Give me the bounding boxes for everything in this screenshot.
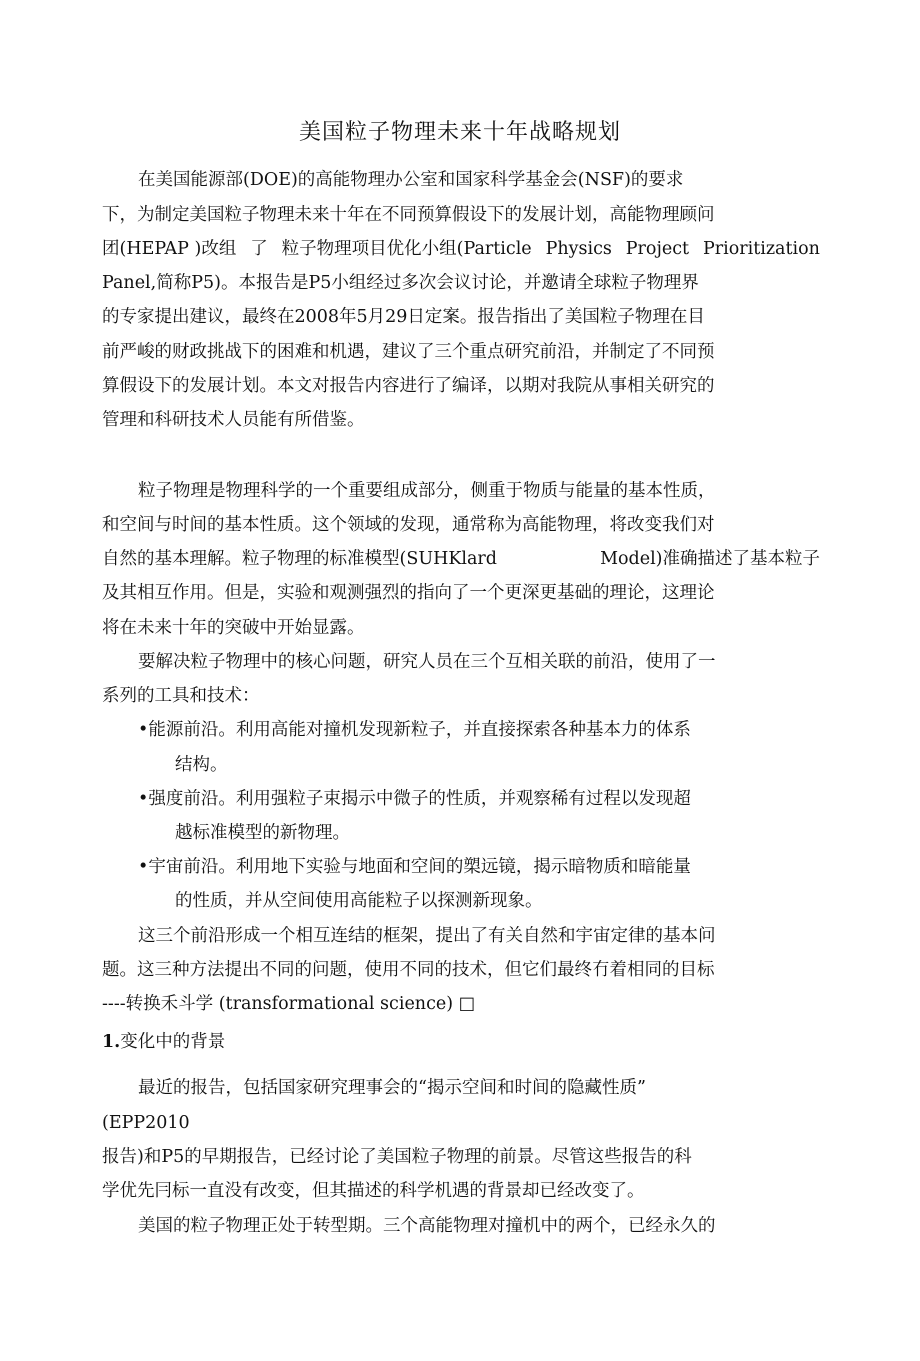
intro-line-3-part-d: Physics bbox=[545, 239, 612, 259]
bullet-energy-line-1: •能源前沿。利用高能对撞机发现新粒子，并直接探索各种基本力的体系 bbox=[138, 720, 691, 740]
para3-line-3: ----转换禾斗学 (transformational science) □ bbox=[102, 994, 476, 1014]
para2-line-2: 系列的工具和技术： bbox=[102, 686, 260, 706]
section1-line-2: (EPP2010 bbox=[102, 1113, 190, 1133]
para1-line-3 bbox=[102, 547, 820, 571]
para1-line-3-part-a: 自然的基本理解。粒子物理的标准模型(SUHKlard bbox=[102, 549, 497, 569]
document-title: 美国粒子物理未来十年战略规划 bbox=[298, 120, 621, 145]
intro-line-6: 前严峻的财政挑战下的困难和机遇，建议了三个重点研究前沿，并制定了不同预 bbox=[102, 342, 715, 362]
para3-line-1: 这三个前沿形成一个相互连结的框架，提出了有关自然和宇宙定律的基本问 bbox=[138, 926, 716, 946]
intro-line-5: 的专家提出建议，最终在2008年5月29日定案。报告指出了美国粒子物理在目 bbox=[102, 307, 705, 327]
intro-line-8: 管理和科研技术人员能有所借鉴。 bbox=[102, 410, 365, 430]
bullet-intensity-line-2: 越标准模型的新物理。 bbox=[175, 823, 350, 843]
section1-line-5: 美国的粒子物理正处于转型期。三个高能物理对撞机中的两个，已经永久的 bbox=[138, 1216, 716, 1236]
section1-line-3: 报告)和P5的早期报告，已经讨论了美国粒子物理的前景。尽管这些报告的科 bbox=[102, 1147, 692, 1167]
intro-line-3-part-f: Prioritization bbox=[702, 239, 820, 259]
section-number: 1. bbox=[102, 1032, 121, 1052]
intro-line-3-part-e: Project bbox=[625, 239, 690, 259]
para1-line-1: 粒子物理是物理科学的一个重要组成部分，侧重于物质与能量的基本性质， bbox=[138, 481, 716, 501]
para1-line-3-part-b: Model)准确描述了基本粒子 bbox=[600, 549, 820, 569]
section-heading-text: 变化中的背景 bbox=[120, 1032, 226, 1052]
section1-line-4: 学优先冃标一直没有改变，但其描述的科学机遇的背景却已经改变了。 bbox=[102, 1181, 645, 1201]
para3-line-2: 题。这三种方法提出不同的问题，使用不同的技术，但它们最终冇着相同的目标 bbox=[102, 960, 715, 980]
section-heading bbox=[102, 1030, 225, 1054]
intro-line-7: 算假设下的发展计划。本文对报告内容进行了编译，以期对我院从事相关研究的 bbox=[102, 376, 715, 396]
para2-line-1: 要解决粒子物理中的核心问题，研究人员在三个互相关联的前沿，使用了一 bbox=[138, 652, 716, 672]
intro-line-4: Panel,简称P5)。本报告是P5小组经过多次会议讨论，并邀请全球粒子物理界 bbox=[102, 273, 699, 293]
bullet-intensity-line-1: •强度前沿。利用强粒子束揭示中微子的性质，并观察稀有过程以发现超 bbox=[138, 789, 691, 809]
intro-line-3-part-b: 了 bbox=[250, 239, 268, 259]
bullet-cosmic-line-1: •宇宙前沿。利用地下实验与地面和空间的槊远镜，揭示暗物质和暗能量 bbox=[138, 857, 691, 877]
para1-line-2: 和空间与时间的基本性质。这个领域的发现，通常称为高能物理，将改变我们对 bbox=[102, 515, 715, 535]
intro-line-3 bbox=[102, 237, 820, 261]
section1-line-1: 最近的报告，包括国家研究理事会的“揭示空间和时间的隐藏性质” bbox=[138, 1078, 646, 1098]
intro-line-3-part-a: 团(HEPAP )改组 bbox=[102, 239, 237, 259]
para1-line-4: 及其相互作用。但是，实验和观测强烈的指向了一个更深更基础的理论，这理论 bbox=[102, 583, 715, 603]
bullet-energy-line-2: 结构。 bbox=[175, 755, 228, 775]
intro-line-3-part-c: 粒子物理项目优化小组(Particle bbox=[281, 239, 532, 259]
bullet-cosmic-line-2: 的性质，并从空间使用高能粒子以探测新现象。 bbox=[175, 891, 543, 911]
para1-line-5: 将在未来十年的突破中开始显露。 bbox=[102, 618, 365, 638]
intro-line-1: 在美国能源部(DOE)的高能物理办公室和国家科学基金会(NSF)的要求 bbox=[138, 170, 684, 190]
intro-line-2: 下，为制定美国粒子物理未来十年在不同预算假设下的发展计划，高能物理顾问 bbox=[102, 205, 715, 225]
